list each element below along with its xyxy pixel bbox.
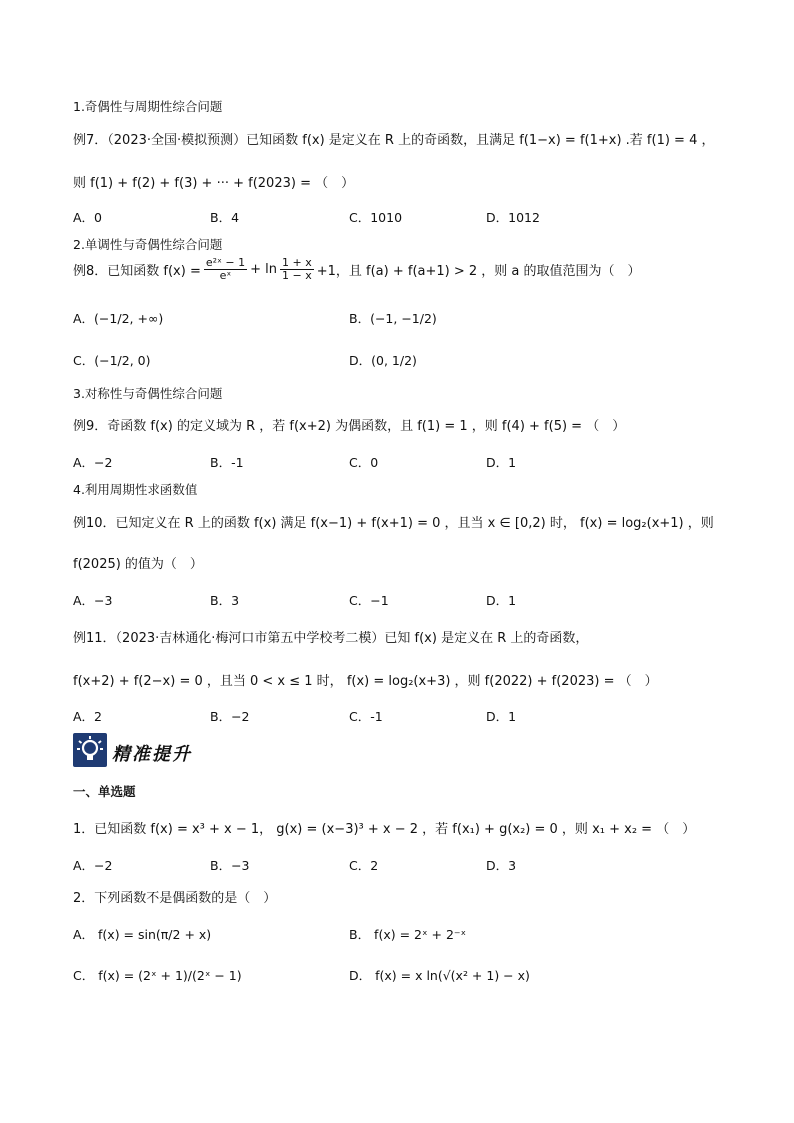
section-heading-3: 3.对称性与奇偶性综合问题	[73, 386, 223, 401]
example-7-option-d: D．1012	[486, 210, 540, 225]
example-8-prefix: 例8．已知函数 f(x) =	[73, 264, 201, 279]
example-7-option-a: A．0	[73, 210, 103, 225]
example-7-line-1: 例7．（2023·全国·模拟预测）已知函数 f(x) 是定义在 R 上的奇函数，且满足 f(1−x) = f(1+x) .若 f(1) = 4 ，	[73, 133, 715, 148]
example-10-line-1: 例10．已知定义在 R 上的函数 f(x) 满足 f(x−1) + f(x+1) = 0 ，且当 x ∈ [0,2) 时， f(x) = log₂(x+1) ，则	[73, 516, 714, 531]
example-9-option-c: C．0	[349, 455, 379, 470]
example-8-fraction-log-numerator: 1 + x	[282, 256, 312, 269]
example-8-fraction-log	[280, 257, 314, 282]
example-8-line-1	[73, 257, 641, 282]
example-11-line-2: f(x+2) + f(2−x) = 0 ，且当 0 < x ≤ 1 时， f(x) = log₂(x+3) ，则 f(2022) + f(2023) = （ ）	[73, 674, 658, 689]
question-1-option-d: D．3	[486, 858, 517, 873]
example-11-option-d: D．1	[486, 709, 517, 724]
example-11-line-1: 例11．（2023·吉林通化·梅河口市第五中学校考二模）已知 f(x) 是定义在 R 上的奇函数，	[73, 631, 589, 646]
question-1-option-a: A．−2	[73, 858, 113, 873]
section-heading-1: 1.奇偶性与周期性综合问题	[73, 99, 223, 114]
example-10-option-d: D．1	[486, 593, 517, 608]
example-7-option-c: C．1010	[349, 210, 403, 225]
question-2-line-1: 2．下列函数不是偶函数的是（ ）	[73, 891, 277, 906]
question-2-option-b: B． f(x) = 2ˣ + 2⁻ˣ	[349, 927, 467, 942]
question-2-option-a: A． f(x) = sin(π/2 + x)	[73, 927, 212, 942]
example-8-option-a: A．(−1/2, +∞)	[73, 311, 164, 326]
example-8-option-c: C．(−1/2, 0)	[73, 353, 151, 368]
example-11-option-a: A．2	[73, 709, 103, 724]
example-11-option-b: B．−2	[210, 709, 250, 724]
example-11-option-c: C．-1	[349, 709, 383, 724]
example-9-option-a: A．−2	[73, 455, 113, 470]
example-7-line-2: 则 f(1) + f(2) + f(3) + ··· + f(2023) = （ ）	[73, 176, 355, 191]
example-10-option-b: B．3	[210, 593, 240, 608]
lightbulb-icon	[73, 733, 107, 767]
example-8-option-d: D．(0, 1/2)	[349, 353, 417, 368]
question-2-option-d: D． f(x) = x ln(√(x² + 1) − x)	[349, 968, 530, 983]
example-9-option-b: B．-1	[210, 455, 244, 470]
example-8-fraction-exp	[204, 257, 247, 282]
example-10-line-2: f(2025) 的值为（ ）	[73, 557, 203, 572]
section-heading-2: 2.单调性与奇偶性综合问题	[73, 237, 223, 252]
section-heading-4: 4.利用周期性求函数值	[73, 482, 198, 497]
section-heading-single-choice: 一、单选题	[73, 784, 136, 799]
question-1-option-b: B．−3	[210, 858, 250, 873]
example-10-option-c: C．−1	[349, 593, 389, 608]
example-9-line-1: 例9．奇函数 f(x) 的定义域为 R ，若 f(x+2) 为偶函数，且 f(1) = 1 ，则 f(4) + f(5) = （ ）	[73, 419, 626, 434]
example-10-option-a: A．−3	[73, 593, 113, 608]
banner-title: 精准提升	[112, 744, 192, 765]
example-7-option-b: B．4	[210, 210, 240, 225]
example-8-fraction-log-denominator: 1 − x	[282, 269, 312, 282]
question-2-option-c: C． f(x) = (2ˣ + 1)/(2ˣ − 1)	[73, 968, 242, 983]
example-8-option-b: B．(−1, −1/2)	[349, 311, 437, 326]
example-8-fraction-exp-denominator: eˣ	[219, 269, 232, 282]
example-8-suffix: +1，且 f(a) + f(a+1) > 2 ，则 a 的取值范围为（ ）	[316, 264, 641, 279]
example-8-ln: + ln	[250, 262, 278, 277]
example-8-fraction-exp-numerator: e²ˣ − 1	[205, 256, 246, 269]
example-9-option-d: D．1	[486, 455, 517, 470]
question-1-option-c: C．2	[349, 858, 379, 873]
question-1-line-1: 1．已知函数 f(x) = x³ + x − 1， g(x) = (x−3)³ + x − 2 ，若 f(x₁) + g(x₂) = 0 ，则 x₁ + x₂ = （ ）	[73, 822, 696, 837]
